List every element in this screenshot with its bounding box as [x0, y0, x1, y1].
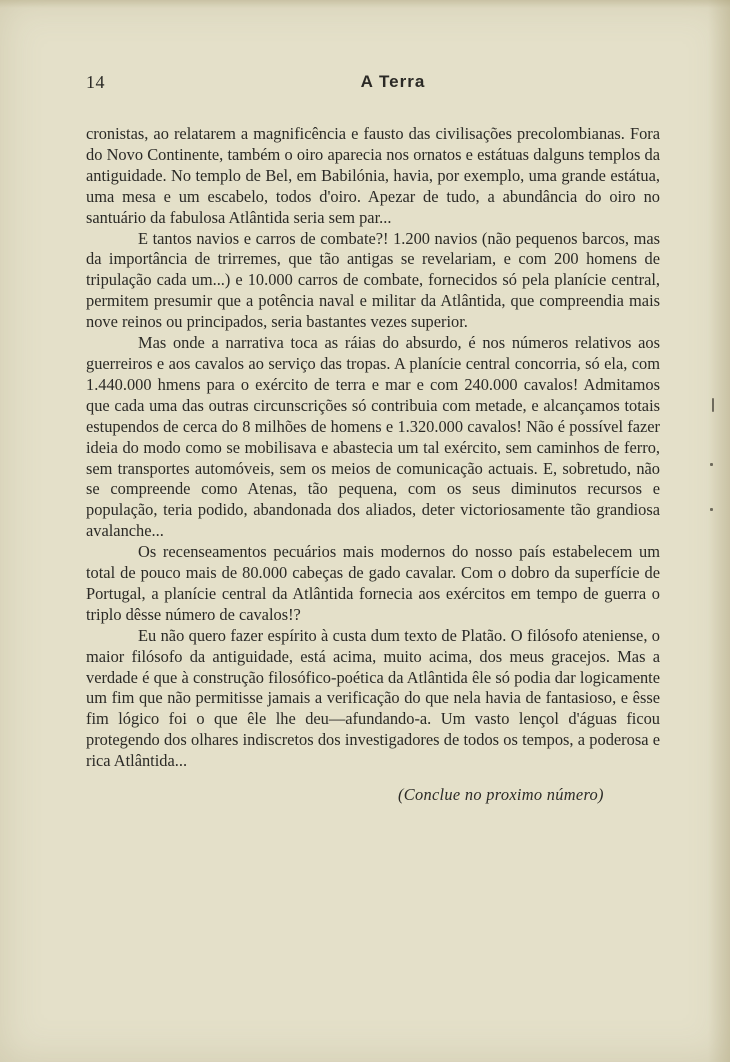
paragraph-5: Eu não quero fazer espírito à custa dum texto de Platão. O filósofo ateniense, o maior filósofo da antiguidade, está acima, muito acima, dos meus gracejos. Mas a verdade é que à construção filosófico-poética da Atlântida êle só podia dar logicamente um fim que não permitisse jamais a verificação do que nela havia de fantasioso, e êsse fim lógico foi o que êle lhe deu—afundando-a. Um vasto lençol d'águas ficou protegendo dos olhares indiscretos dos investigadores de todos os tempos, a poderosa e rica Atlântida... [86, 625, 660, 771]
paragraph-4: Os recenseamentos pecuários mais modernos do nosso país estabelecem um total de pouco mais de 80.000 cabeças de gado cavalar. Com o dobro da superfície de Portugal, a planície central da Atlântida fornecia aos exércitos em tempo de guerra o triplo dêsse número de cavalos!? [86, 542, 660, 624]
paragraph-1: cronistas, ao relatarem a magnificência e fausto das civilisações precolombianas. Fora do Novo Continente, também o oiro aparecia nos ornatos e estátuas dalguns templos da antiguidade. No templo de Bel, em Babilónia, havia, por exemplo, uma grande estátua, uma mesa e um escabelo, todos d'oiro. Apezar de tudo, a abundância do oiro no santuário da fabulosa Atlântida seria sem par... [86, 124, 660, 227]
page-header [86, 72, 660, 98]
margin-speck [712, 398, 714, 412]
article-body [86, 124, 660, 772]
margin-speck [710, 508, 713, 511]
page-right-shadow [708, 0, 730, 1062]
page-number: 14 [86, 72, 105, 92]
running-title: A Terra [360, 72, 426, 91]
page-top-shadow [0, 0, 730, 8]
continuation-note: (Conclue no proximo número) [398, 785, 604, 804]
paragraph-2: E tantos navios e carros de combate?! 1.200 navios (não pequenos barcos, mas da importância de trirremes, que tão antigas se revelariam, e com 200 homens de tripulação cada um...) e 10.000 carros de combate, fornecidos só pela planície central, permitem presumir que a potência naval e militar da Atlântida, que compreendia mais nove reinos ou principados, seria bastantes vezes superior. [86, 228, 660, 332]
margin-speck [710, 463, 713, 466]
paragraph-3: Mas onde a narrativa toca as ráias do absurdo, é nos números relativos aos guerreiros e aos cavalos ao serviço das tropas. A planície central concorria, só ela, com 1.440.000 hmens para o exército de terra e mar e com 240.000 cavalos! Admitamos que cada uma das outras circunscrições só contribuia com metade, e alcançamos totais estupendos de cerca do 8 milhões de homens e 1.320.000 cavalos! Não é possível fazer ideia do modo como se mobilisava e abastecia um tal exército, sem caminhos de ferro, sem transportes automóveis, sem os meios de comunicação actuais. E, sobretudo, não se compreende como Atenas, tão pequena, com os seus diminutos recursos e população, teria podido, abandonada dos aliados, deter victoriosamente tão grandiosa avalanche... [86, 333, 660, 541]
